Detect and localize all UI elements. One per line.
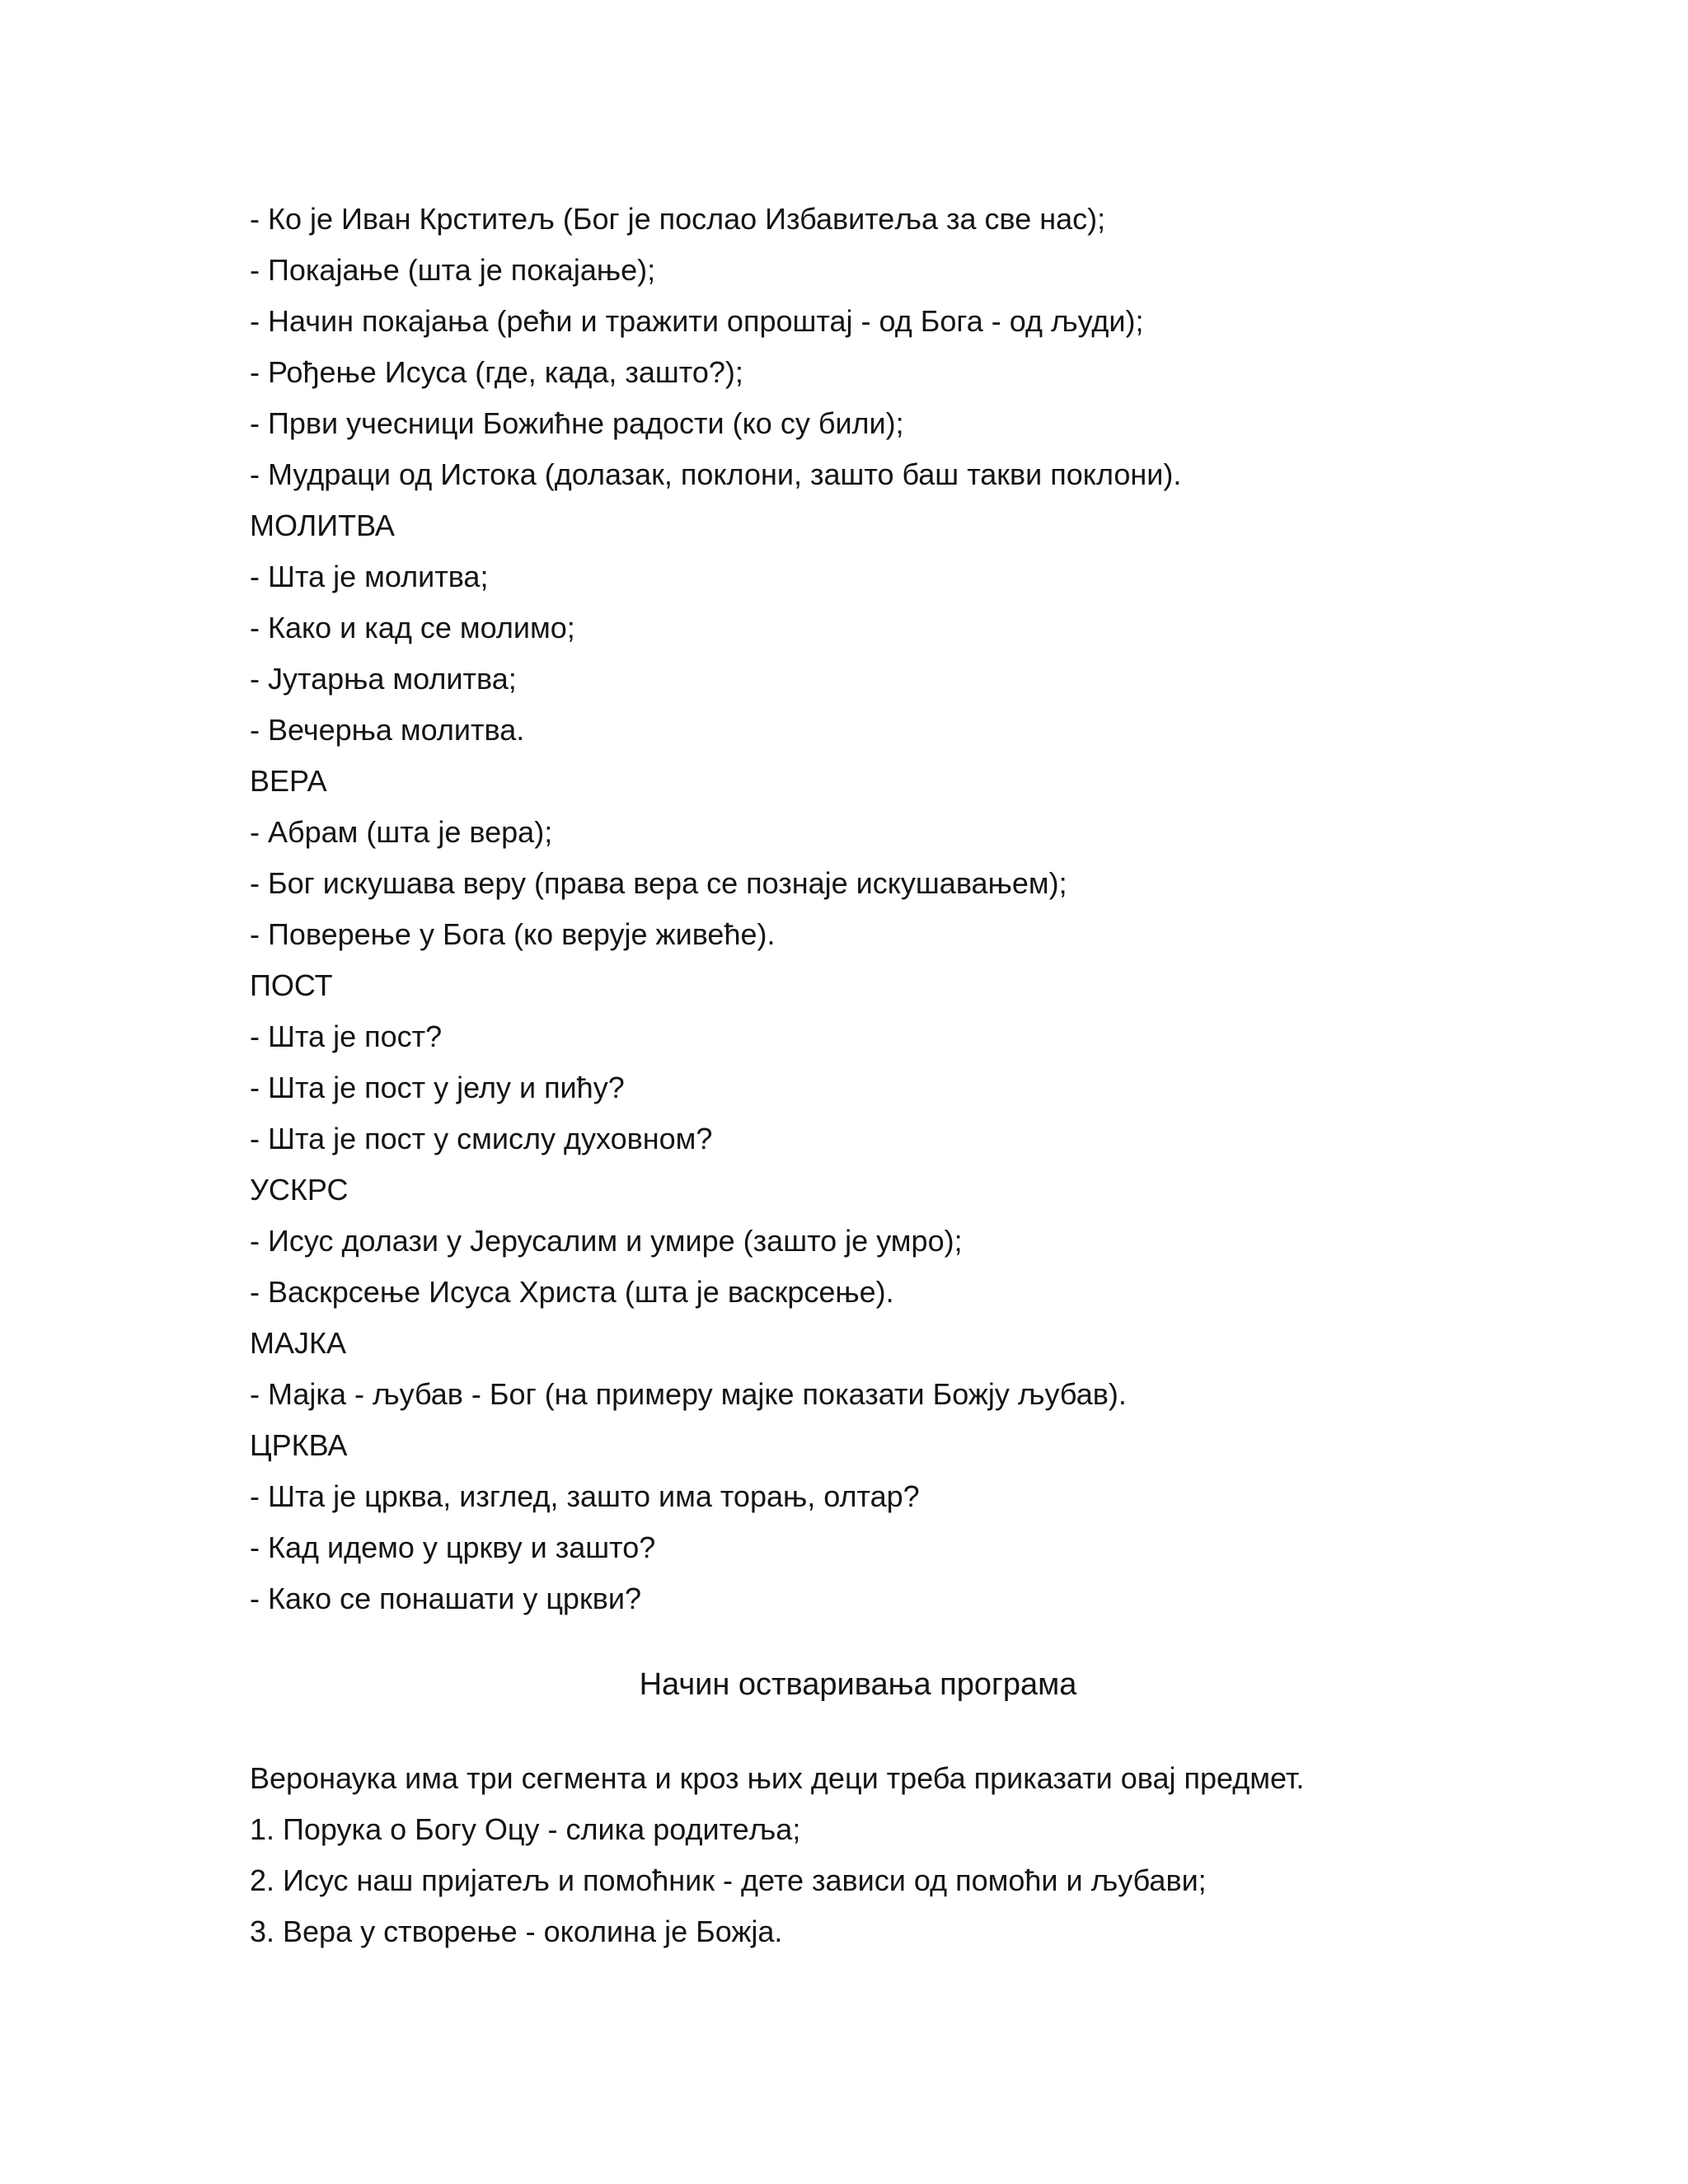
section-title: Начин остваривања програма [639,1667,1077,1702]
list-item: - Мајка - љубав - Бог (на примеру мајке показати Божју љубав). [250,1377,1127,1411]
numbered-item: 3. Вера у створење - околина је Божја. [250,1915,783,1948]
list-item: - Мудраци од Истока (долазак, поклони, зашто баш такви поклони). [250,457,1182,491]
list-item: - Шта је молитва; [250,560,489,593]
list-item: - Исус долази у Јерусалим и умире (зашто је умро); [250,1224,963,1258]
list-item: - Покајање (шта је покајање); [250,253,656,287]
list-item: - Вечерња молитва. [250,713,525,747]
section-intro: Веронаука има три сегмента и кроз њих деци треба приказати овај предмет. [250,1761,1305,1795]
topic-heading-majka: МАЈКА [250,1326,346,1360]
list-item: - Бог искушава веру (права вера се познаје искушавањем); [250,866,1067,900]
list-item: - Васкрсење Исуса Христа (шта је васкрсење). [250,1275,894,1309]
list-item: - Јутарња молитва; [250,662,517,696]
topic-heading-post: ПОСТ [250,968,333,1002]
list-item: - Први учесници Божићне радости (ко су били); [250,406,904,440]
list-item: - Шта је пост? [250,1019,443,1053]
list-item: - Шта је пост у смислу духовном? [250,1122,713,1155]
list-item: - Како се понашати у цркви? [250,1582,641,1615]
program-content [250,194,1486,1624]
list-item: - Начин покајања (рећи и тражити опроштај - од Бога - од људи); [250,304,1144,338]
section-content [250,1753,1486,1957]
topic-heading-vera: ВЕРА [250,764,327,798]
list-item: - Ко је Иван Крститељ (Бог је послао Избавитеља за све нас); [250,202,1106,236]
list-item: - Рођење Исуса (где, када, зашто?); [250,355,743,389]
topic-heading-crkva: ЦРКВА [250,1428,348,1462]
numbered-item: 1. Порука о Богу Оцу - слика родитеља; [250,1812,801,1846]
numbered-item: 2. Исус наш пријатељ и помоћник - дете зависи од помоћи и љубави; [250,1863,1207,1897]
list-item: - Поверење у Бога (ко верује живеће). [250,917,776,951]
list-item: - Абрам (шта је вера); [250,815,553,849]
list-item: - Кад идемо у цркву и зашто? [250,1530,656,1564]
topic-heading-uskrs: УСКРС [250,1173,349,1207]
topic-heading-molitva: МОЛИТВА [250,509,395,542]
list-item: - Како и кад се молимо; [250,611,575,644]
list-item: - Шта је црква, изглед, зашто има торањ, олтар? [250,1479,920,1513]
list-item: - Шта је пост у јелу и пићу? [250,1071,625,1104]
